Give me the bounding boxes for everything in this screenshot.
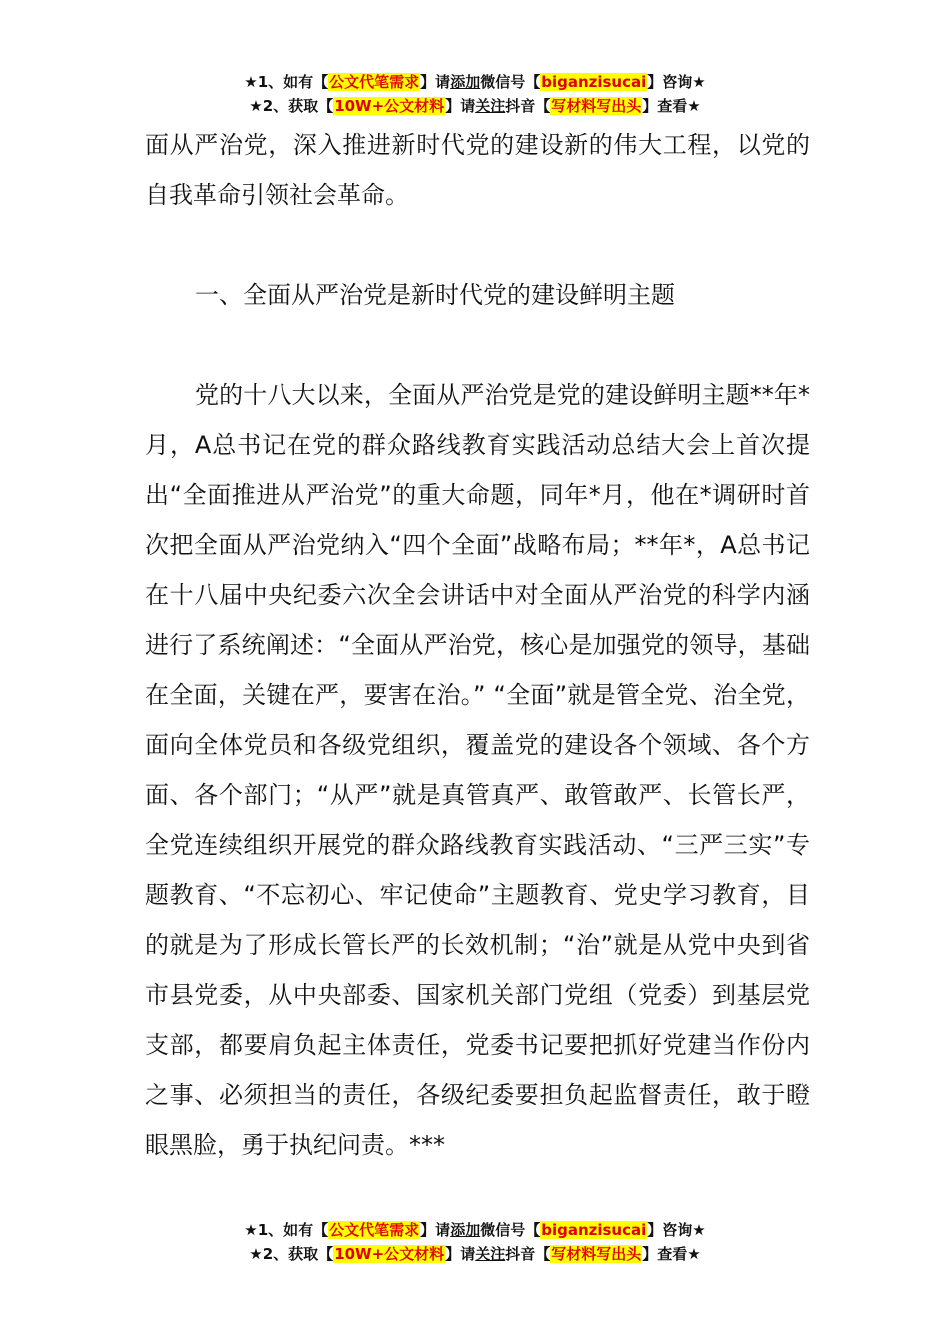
banner-text: 抖音【 [505, 97, 551, 115]
section-heading: 一、全面从严治党是新时代党的建设鲜明主题 [195, 281, 675, 309]
banner-underline: 添加 [450, 73, 481, 91]
banner-text: 】请 [445, 1245, 476, 1263]
banner-highlight: 写材料写出头 [551, 1245, 642, 1263]
top-banner [0, 70, 950, 118]
banner-text: ★2、获取【 [249, 1245, 334, 1263]
document-body [145, 120, 810, 1170]
banner-text: 微信号【 [480, 73, 541, 91]
banner-text: 微信号【 [480, 1221, 541, 1239]
banner-line-1 [0, 1218, 950, 1242]
banner-underline: 添加 [450, 1221, 481, 1239]
body-paragraph: 党的十八大以来，全面从严治党是党的建设鲜明主题**年*月，A总书记在党的群众路线教育实践活动总结大会上首次提出“全面推进从严治党”的重大命题，同年*月，他在*调研时首次把全面从严治党纳入“四个全面”战略布局；**年*，A总书记在十八届中央纪委六次全会讲话中对全面从严治党的科学内涵进行了系统阐述：“全面从严治党，核心是加强党的领导，基础在全面，关键在严，要害在治。” “全面”就是管全党、治全党，面向全体党员和各级党组织，覆盖党的建设各个领域、各个方面、各个部门；“从严”就是真管真严、敢管敢严、长管长严，全党连续组织开展党的群众路线教育实践活动、“三严三实”专题教育、“不忘初心、牢记使命”主题教育、党史学习教育，目的就是为了形成长管长严的长效机制；“治”就是从党中央到省市县党委，从中央部委、国家机关部门党组（党委）到基层党支部，都要肩负起主体责任，党委书记要把抓好党建当作份内之事、必须担当的责任，各级纪委要担负起监督责任，敢于瞪眼黑脸，勇于执纪问责。*** [145, 381, 810, 1159]
banner-text: 】咨询★ [647, 1221, 706, 1239]
banner-text: ★1、如有【 [244, 73, 329, 91]
banner-text: 抖音【 [505, 1245, 551, 1263]
banner-text: 】请 [445, 97, 476, 115]
banner-text: 】咨询★ [647, 73, 706, 91]
banner-text: 】查看★ [642, 1245, 701, 1263]
banner-underline: 关注 [475, 97, 506, 115]
banner-highlight: biganzisucai [541, 73, 647, 91]
banner-text: 】请 [420, 73, 451, 91]
banner-text: ★2、获取【 [249, 97, 334, 115]
banner-text: 】请 [420, 1221, 451, 1239]
banner-text: ★1、如有【 [244, 1221, 329, 1239]
banner-highlight: 公文代笔需求 [329, 1221, 420, 1239]
banner-line-2 [0, 1242, 950, 1266]
banner-line-1 [0, 70, 950, 94]
banner-highlight: 10W+公文材料 [334, 97, 445, 115]
continuation-paragraph: 面从严治党，深入推进新时代党的建设新的伟大工程，以党的自我革命引领社会革命。 [145, 131, 810, 209]
banner-line-2 [0, 94, 950, 118]
banner-highlight: 公文代笔需求 [329, 73, 420, 91]
banner-highlight: 写材料写出头 [551, 97, 642, 115]
banner-highlight: biganzisucai [541, 1221, 647, 1239]
banner-highlight: 10W+公文材料 [334, 1245, 445, 1263]
bottom-banner [0, 1218, 950, 1266]
banner-underline: 关注 [475, 1245, 506, 1263]
banner-text: 】查看★ [642, 97, 701, 115]
